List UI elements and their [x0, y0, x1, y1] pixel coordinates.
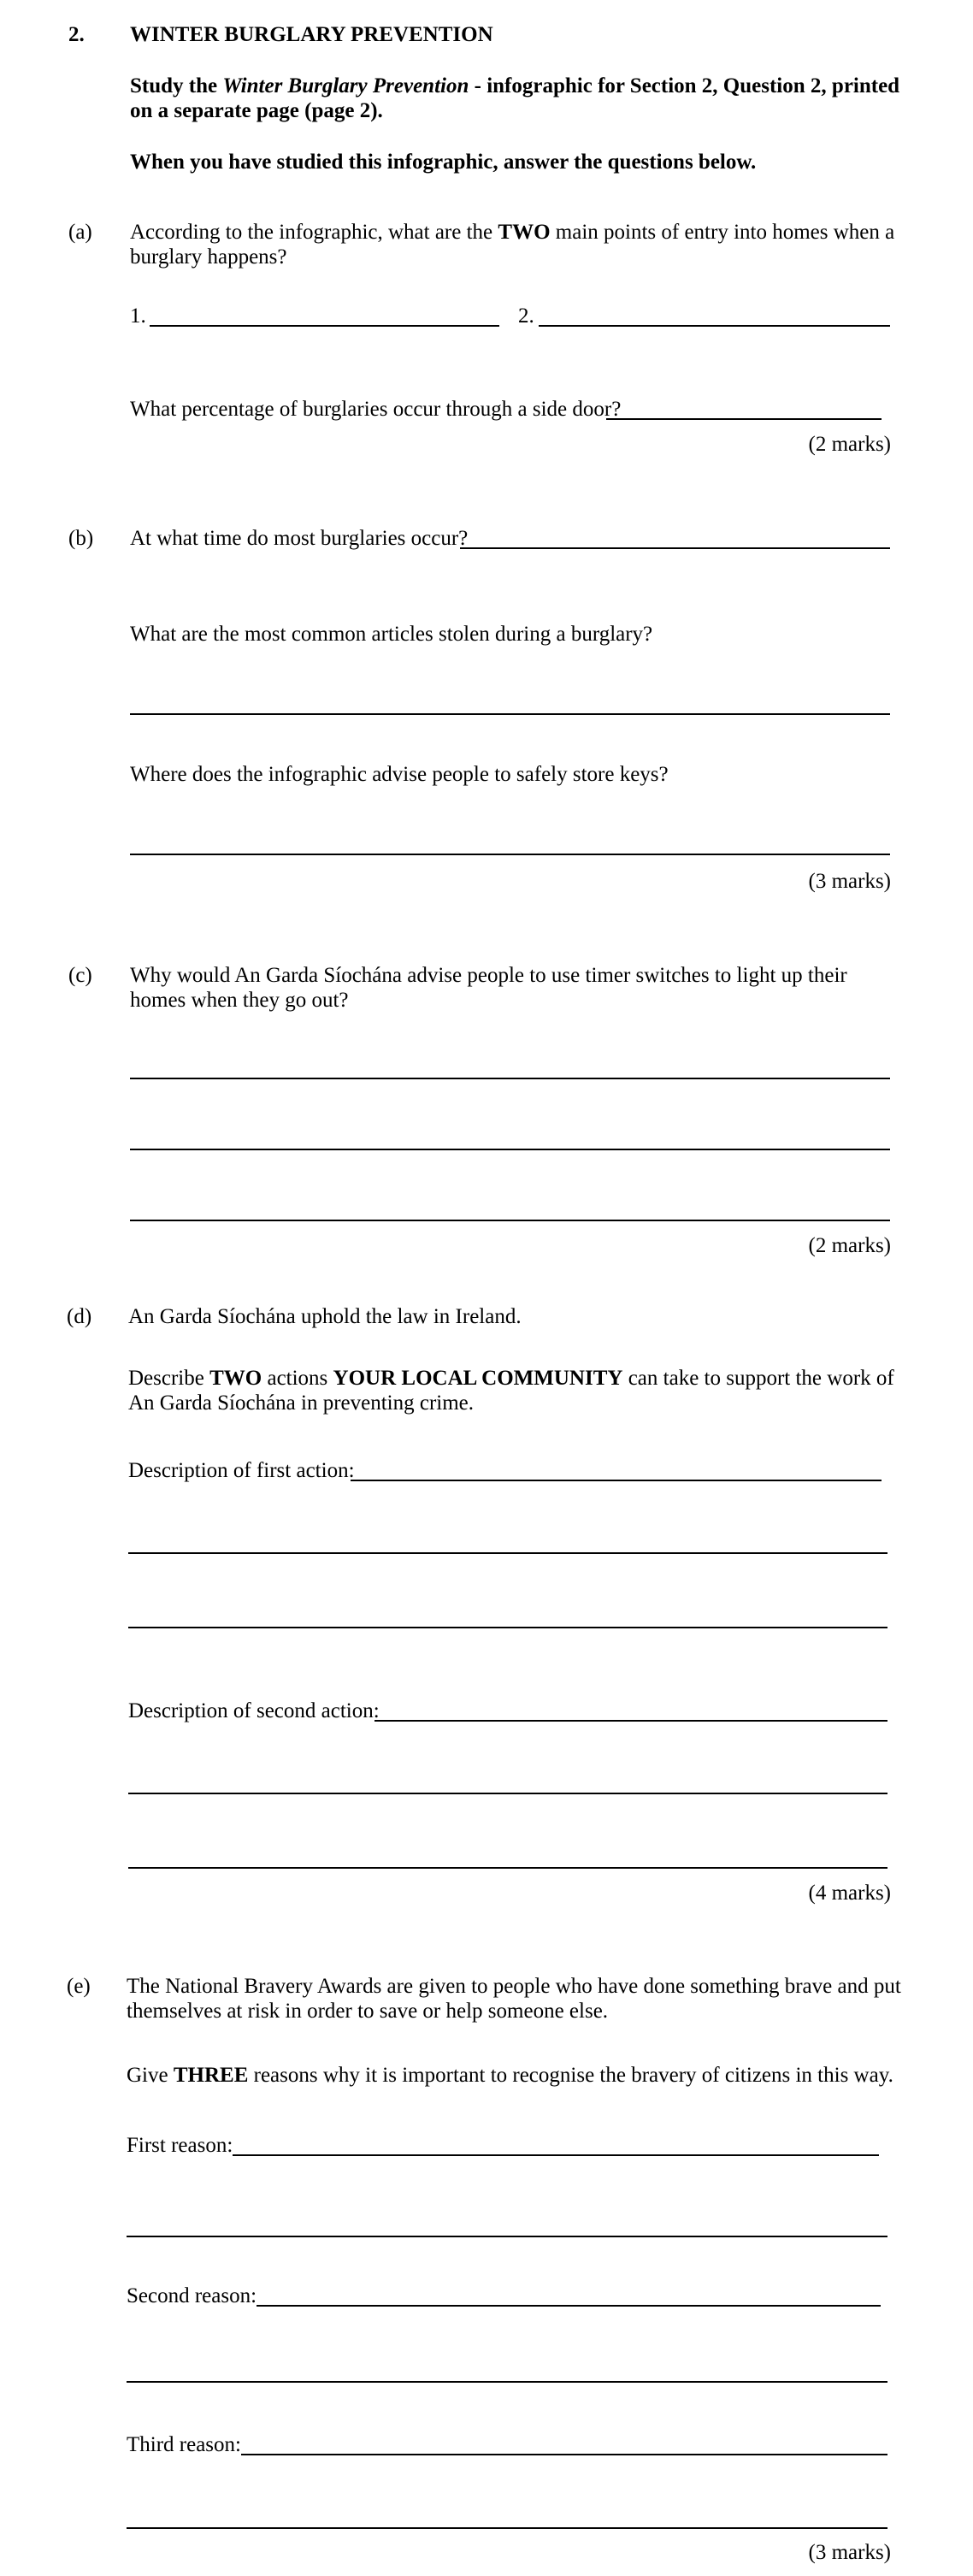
- answer-line[interactable]: [257, 2305, 881, 2307]
- first-reason-label: First reason:: [127, 2134, 233, 2157]
- answer-line[interactable]: [127, 2381, 887, 2383]
- question-number: 2.: [68, 23, 85, 46]
- question-text: Describe: [128, 1367, 210, 1390]
- second-action-label: Description of second action:: [128, 1699, 380, 1722]
- answer-line[interactable]: [130, 1149, 890, 1150]
- question-d-intro: An Garda Síochána uphold the law in Ireland.: [128, 1305, 522, 1328]
- part-label-c: (c): [68, 964, 92, 987]
- question-d1: [128, 1366, 911, 1415]
- question-b1: At what time do most burglaries occur?: [130, 527, 469, 550]
- answer-line[interactable]: [128, 1793, 887, 1794]
- answer-line[interactable]: [130, 1220, 890, 1221]
- emphasis: THREE: [173, 2064, 249, 2087]
- answer-line[interactable]: [460, 547, 890, 549]
- section-title: WINTER BURGLARY PREVENTION: [130, 23, 493, 46]
- question-text: can take to support the work of An Garda Síochána in preventing crime.: [128, 1367, 894, 1415]
- question-b2: What are the most common articles stolen during a burglary?: [130, 623, 653, 646]
- answer-line[interactable]: [606, 418, 882, 420]
- question-a2: What percentage of burglaries occur through a side door?: [130, 398, 622, 421]
- answer-line[interactable]: [233, 2154, 879, 2156]
- infographic-title: Winter Burglary Prevention: [222, 74, 469, 97]
- instruction: [130, 74, 908, 123]
- marks-d: (4 marks): [808, 1882, 891, 1905]
- answer-line[interactable]: [127, 2527, 887, 2529]
- question-text: Give: [127, 2064, 174, 2087]
- answer-line[interactable]: [130, 1078, 890, 1079]
- answer-line[interactable]: [150, 325, 499, 327]
- answer-item-2-label: 2.: [518, 304, 534, 328]
- answer-line[interactable]: [128, 1552, 887, 1554]
- question-text: According to the infographic, what are the: [130, 221, 498, 244]
- question-e1: [127, 2063, 909, 2088]
- part-label-d: (d): [67, 1305, 92, 1328]
- question-text: actions: [262, 1367, 333, 1390]
- answer-line[interactable]: [374, 1720, 887, 1722]
- instruction-2: When you have studied this infographic, answer the questions below.: [130, 151, 757, 174]
- answer-line[interactable]: [128, 1627, 887, 1628]
- answer-line[interactable]: [127, 2236, 887, 2237]
- second-reason-label: Second reason:: [127, 2284, 257, 2307]
- emphasis: TWO: [209, 1367, 262, 1390]
- answer-item-1-label: 1.: [130, 304, 146, 328]
- answer-line[interactable]: [130, 854, 890, 855]
- marks-c: (2 marks): [808, 1234, 891, 1257]
- question-text: reasons why it is important to recognise the bravery of citizens in this way.: [248, 2064, 893, 2087]
- marks-e: (3 marks): [808, 2541, 891, 2564]
- answer-line[interactable]: [128, 1867, 887, 1869]
- question-a1: [130, 220, 908, 269]
- part-label-b: (b): [68, 527, 94, 550]
- instruction-text: - infographic for Section 2, Question 2, printed on a separate page (page 2).: [130, 74, 900, 122]
- emphasis: TWO: [498, 221, 551, 244]
- marks-a: (2 marks): [808, 433, 891, 456]
- marks-b: (3 marks): [808, 870, 891, 893]
- question-text: main points of entry into homes when a burglary happens?: [130, 221, 895, 269]
- part-label-e: (e): [67, 1975, 91, 1998]
- emphasis: YOUR LOCAL COMMUNITY: [333, 1367, 623, 1390]
- part-label-a: (a): [68, 221, 92, 244]
- first-action-label: Description of first action:: [128, 1459, 355, 1482]
- question-c1: Why would An Garda Síochána advise people to use timer switches to light up their homes when they go out?: [130, 964, 847, 1012]
- instruction-text: Study the: [130, 74, 223, 97]
- answer-line[interactable]: [130, 713, 890, 715]
- answer-line[interactable]: [351, 1480, 882, 1481]
- third-reason-label: Third reason:: [127, 2433, 241, 2456]
- question-e-intro: The National Bravery Awards are given to people who have done something brave and put themselves at risk in order to save or help someone else.: [127, 1975, 901, 2023]
- question-b3: Where does the infographic advise people to safely store keys?: [130, 763, 669, 786]
- answer-line[interactable]: [539, 325, 890, 327]
- answer-line[interactable]: [241, 2454, 887, 2455]
